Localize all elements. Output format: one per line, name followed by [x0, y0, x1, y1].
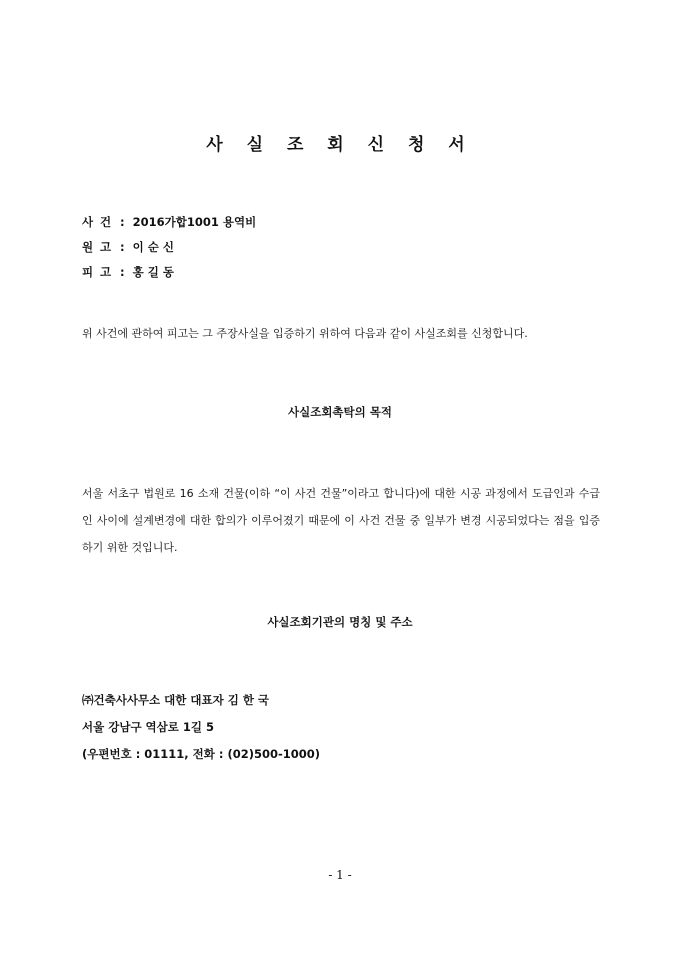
- case-value: 2016가합1001 용역비: [132, 215, 257, 229]
- separator: :: [120, 240, 125, 254]
- document-title: 사 실 조 회 신 청 서: [206, 135, 474, 155]
- plaintiff-value: 이 순 신: [132, 240, 174, 254]
- purpose-heading: 사실조회촉탁의 목적: [288, 405, 392, 419]
- separator: :: [120, 215, 125, 229]
- institution-name: ㈜건축사사무소 대한 대표자 김 한 국: [82, 693, 270, 707]
- separator: :: [120, 265, 125, 279]
- purpose-paragraph: 서울 서초구 법원로 16 소재 건물(이하 “이 사건 건물”이라고 합니다)에 대한 시공 과정에서 도급인과 수급인 사이에 설계변경에 대한 합의가 이루어졌기 때문에 이 사건 건물 중 일부가 변경 시공되었다는 점을 입증하기 위한 것입니다.: [82, 487, 600, 554]
- institution-heading: 사실조회기관의 명칭 및 주소: [267, 615, 413, 629]
- page-number: - 1 -: [328, 868, 352, 882]
- case-label: 사 건: [82, 215, 112, 229]
- plaintiff-label: 원 고: [82, 240, 112, 254]
- plaintiff-line: [82, 239, 174, 255]
- defendant-label: 피 고: [82, 265, 112, 279]
- intro-paragraph: 위 사건에 관하여 피고는 그 주장사실을 입증하기 위하여 다음과 같이 사실조회를 신청합니다.: [82, 327, 528, 340]
- institution-address: 서울 강남구 역삼로 1길 5: [82, 720, 214, 734]
- defendant-line: [82, 264, 174, 280]
- defendant-value: 홍 길 동: [132, 265, 174, 279]
- institution-contact: (우편번호 : 01111, 전화 : (02)500-1000): [82, 747, 321, 761]
- case-number-line: [82, 214, 256, 230]
